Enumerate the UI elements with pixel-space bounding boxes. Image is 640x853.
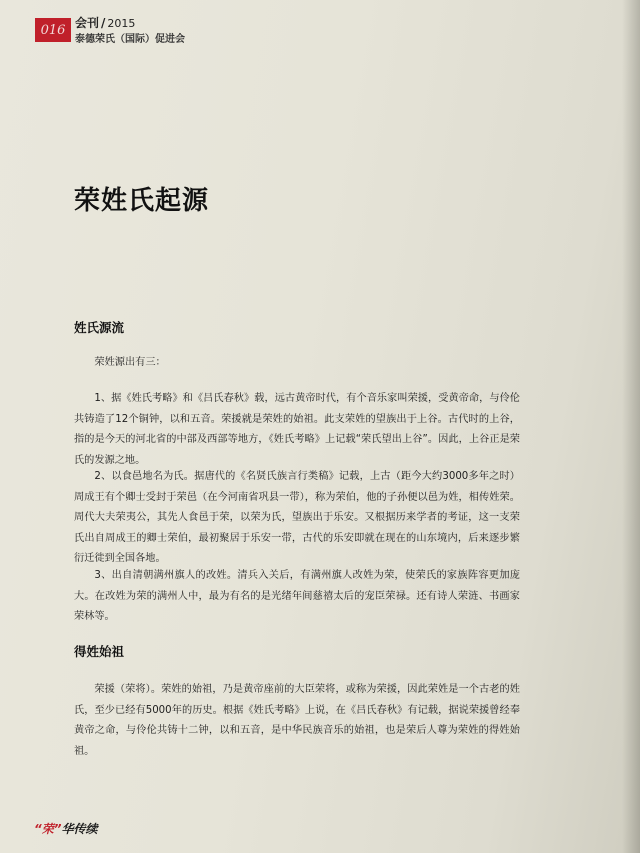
origins-paragraph-2: 2、以食邑地名为氏。据唐代的《名贤氏族言行类稿》记载，上古（距今大约3000多年之时）周成王有个卿士受封于荣邑（在今河南省巩县一带），称为荣伯，他的子孙便以邑为姓，相传姓荣。周代大夫荣夷公，其先人食邑于荣，以荣为氏，望族出于乐安。又根据历来学者的考证，这一支荣氏出自周成王的卿士荣伯，最初聚居于乐安一带，古代的乐安即就在现在的山东境内，后来逐步繁衍迁徙到全国各地。 bbox=[74, 471, 520, 564]
footer-quote-open: “ bbox=[34, 822, 42, 836]
section-heading-ancestor: 得姓始祖 bbox=[74, 644, 125, 659]
issue-year: 2015 bbox=[107, 17, 136, 30]
page-edge-shadow bbox=[622, 0, 640, 853]
organization-name: 泰德荣氏（国际）促进会 bbox=[75, 34, 185, 45]
footer-rest: 华传续 bbox=[61, 822, 98, 836]
article-title: 荣姓氏起源 bbox=[74, 186, 210, 216]
issue-separator: / bbox=[101, 16, 106, 30]
section-heading-origins: 姓氏源流 bbox=[74, 320, 125, 335]
footer-highlight: 荣 bbox=[41, 822, 54, 836]
ancestor-paragraph: 荣援（荣将）。荣姓的始祖，乃是黄帝座前的大臣荣将，或称为荣援，因此荣姓是一个古老的姓氏，至少已经有5000年的历史。根据《姓氏考略》上说，在《吕氏春秋》有记载，据说荣援曾经奉黄帝之命，与伶伦共铸十二钟，以和五音，是中华民族音乐的始祖，也是荣后人尊为荣姓的得姓始祖。 bbox=[74, 684, 520, 757]
issue-name: 会刊 bbox=[75, 16, 100, 30]
issue-label bbox=[75, 14, 135, 31]
origins-intro: 荣姓源出有三： bbox=[94, 357, 166, 368]
page-number-badge: 016 bbox=[35, 18, 71, 42]
footer-slogan bbox=[34, 820, 98, 837]
origins-paragraph-1: 1、据《姓氏考略》和《吕氏春秋》载，远古黄帝时代，有个音乐家叫荣援，受黄帝命，与伶伦共铸造了12个铜钟，以和五音。荣援就是荣姓的始祖。此支荣姓的望族出于上谷。古代时的上谷，指的是今天的河北省的中部及西部等地方，《姓氏考略》上记载“荣氏望出上谷”。因此，上谷正是荣氏的发源之地。 bbox=[74, 393, 520, 466]
origins-paragraph-3: 3、出自清朝满州旗人的改姓。清兵入关后，有满州旗人改姓为荣，使荣氏的家族阵容更加庞大。在改姓为荣的满州人中，最为有名的是光绪年间慈禧太后的宠臣荣禄。还有诗人荣涟、书画家荣林等。 bbox=[74, 570, 520, 622]
footer-quote-close: ” bbox=[53, 822, 62, 836]
